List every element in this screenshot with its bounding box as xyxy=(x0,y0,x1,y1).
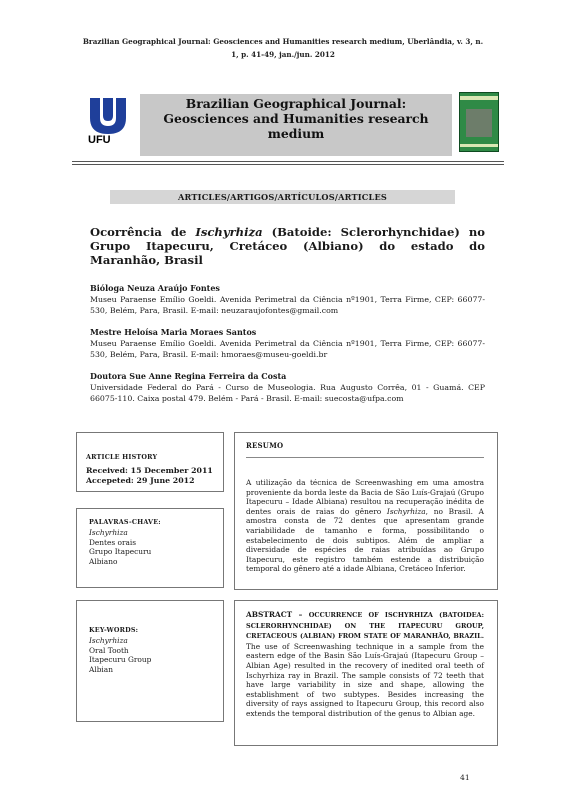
running-header-line1: Brazilian Geographical Journal: Geosciences and Humanities research medium, Uberlândia, v. 3, n. xyxy=(82,37,484,46)
accepted-date: Accepeted: 29 June 2012 xyxy=(86,476,195,485)
resumo-text: A utilização da técnica de Screenwashing em uma amostra proveniente da borda leste da Bacia de São Luís-Grajaú (Grupo Itapecuru – Idade Albiana) resultou na recuperação inédita de dentes orais de raias do gênero Ischyrhiza, no Brasil. A amostra consta de 72 dentes que apresentam grande variabilidade de tamanho e forma, possibilitando o estabelecimento de dois subtipos. Além de ampliar a diversidade de espécies de raias atribuídas ao Grupo Itapecuru, este registro também estende a distribuição temporal do gênero até a idade Albiana, Cretáceo Inferior. xyxy=(246,478,484,574)
page-number: 41 xyxy=(460,773,470,782)
key-words-label: KEY-WORDS: xyxy=(89,626,139,634)
author-name: Mestre Heloísa Maria Moraes Santos xyxy=(90,327,257,337)
article-title: Ocorrência de Ischyrhiza (Batoide: Sclerorhynchidae) no Grupo Itapecuru, Cretáceo (Albiano) do estado do Maranhão, Brasil xyxy=(90,225,485,267)
logo-text: UFU xyxy=(88,134,111,146)
author-affiliation: Universidade Federal do Pará - Curso de Museologia. Rua Augusto Corrêa, 01 - Guamá. CEP 66075-110. Caixa postal 479. Belém - Pará - Brasil. E-mail: suecosta@ufpa.com xyxy=(90,383,485,403)
header-rule-bottom xyxy=(72,164,504,165)
journal-title: Brazilian Geographical Journal: Geosciences and Humanities research medium xyxy=(163,96,429,141)
author-affiliation: Museu Paraense Emílio Goeldi. Avenida Perimetral da Ciência nº1901, Terra Firme, CEP: 66077-530, Belém, Para, Brasil. E-mail: hmoraes@museu-goeldi.br xyxy=(90,339,485,359)
resumo-label: RESUMO xyxy=(246,441,284,450)
palavras-chave-list: Ischyrhiza Dentes orais Grupo Itapecuru Albiano xyxy=(89,528,152,566)
article-history-label: ARTICLE HISTORY xyxy=(86,453,158,461)
key-words-list: Ischyrhiza Oral Tooth Itapecuru Group Albian xyxy=(89,636,152,674)
palavras-chave-label: PALAVRAS-CHAVE: xyxy=(89,518,161,526)
header-rule-top xyxy=(72,161,504,162)
author-affiliation: Museu Paraense Emílio Goeldi. Avenida Perimetral da Ciência nº1901, Terra Firme, CEP: 66077-530, Belém, Para, Brasil. E-mail: neuzaraujofontes@gmail.com xyxy=(90,295,485,315)
abstract-text: ABSTRACT – OCCURRENCE OF ISCHYRHIZA (BATOIDEA: SCLERORHYNCHIDAE) ON THE ITAPECURU GROUP, CRETACEOUS (ALBIAN) FROM STATE OF MARANHÃO, BRAZIL. The use of Screenwashing technique in a sample from the eastern edge of the Basin São Luís-Grajaú (Itapecuru Group – Albian Age) resulted in the recovery of inedited oral teeth of Ischyrhiza ray in Brazil. The sample consists of 72 teeth that have large variability in size and shape, allowing the establishment of two subtypes. Besides increasing the diversity of rays assigned to Itapecuru Group, this record also extends the temporal distribution of the genus to Albian age. xyxy=(246,610,484,718)
journal-cover-image xyxy=(459,92,499,152)
received-date: Received: 15 December 2011 xyxy=(86,466,213,475)
author-name: Doutora Sue Anne Regina Ferreira da Costa xyxy=(90,371,287,381)
running-header-line2: 1, p. 41-49, jan./jun. 2012 xyxy=(231,50,335,59)
author-name: Bióloga Neuza Araújo Fontes xyxy=(90,283,220,293)
section-label: ARTICLES/ARTIGOS/ARTÍCULOS/ARTICLES xyxy=(177,192,388,202)
resumo-rule xyxy=(246,457,484,458)
